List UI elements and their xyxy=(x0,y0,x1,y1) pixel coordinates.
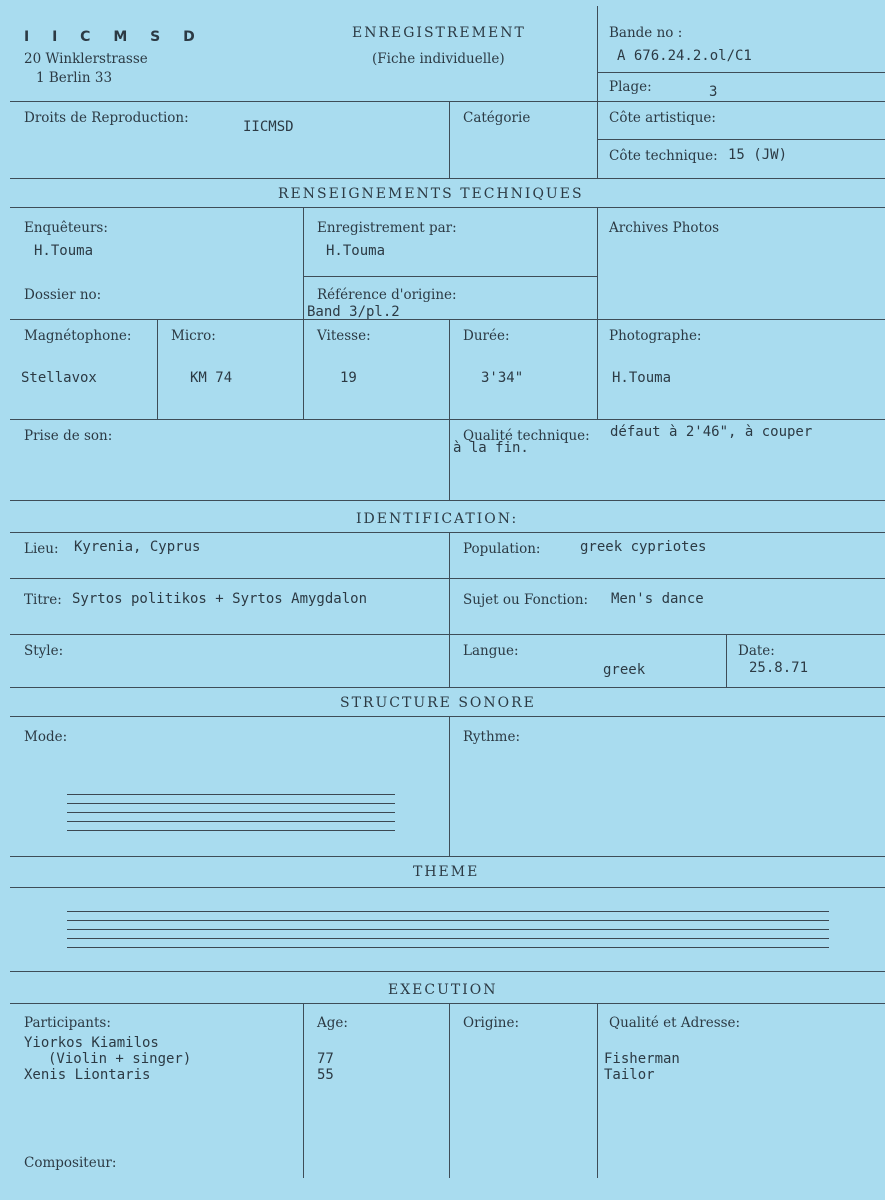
form-subtitle: (Fiche individuelle) xyxy=(372,51,505,67)
reference-value: Band 3/pl.2 xyxy=(307,304,400,320)
qualite-technique-value-2: à la fin. xyxy=(453,440,529,456)
rule-dossier-bottom xyxy=(10,319,885,320)
participant-note: (Violin + singer) xyxy=(48,1051,192,1067)
org-name: I I C M S D xyxy=(24,29,204,45)
org-address-line2: 1 Berlin 33 xyxy=(36,70,113,86)
titre-value: Syrtos politikos + Syrtos Amygdalon xyxy=(72,591,368,607)
rule-header-bottom xyxy=(10,101,885,102)
rule-lieu-bottom xyxy=(10,578,885,579)
rule-structure-bottom xyxy=(10,856,885,857)
prise-de-son-label: Prise de son: xyxy=(24,428,113,444)
vrule-tech-col1 xyxy=(303,207,304,419)
micro-value: KM 74 xyxy=(190,370,233,386)
langue-label: Langue: xyxy=(463,643,519,659)
rule-prise-bottom xyxy=(10,500,885,501)
bande-value: A 676.24.2.ol/C1 xyxy=(617,48,752,64)
micro-label: Micro: xyxy=(171,328,216,344)
lieu-label: Lieu: xyxy=(24,541,59,557)
vrule-micro xyxy=(157,319,158,419)
rule-tech-title xyxy=(10,207,885,208)
titre-label: Titre: xyxy=(24,592,62,608)
participants-label: Participants: xyxy=(24,1015,111,1031)
archives-photos-label: Archives Photos xyxy=(609,220,719,236)
photographe-label: Photographe: xyxy=(609,328,702,344)
enqueteurs-value: H.Touma xyxy=(34,243,94,259)
langue-value: greek xyxy=(603,662,646,678)
bande-label: Bande no : xyxy=(609,25,683,41)
droits-value: IICMSD xyxy=(243,119,294,135)
magnetophone-label: Magnétophone: xyxy=(24,328,132,344)
participant-age: 77 xyxy=(317,1051,334,1067)
photographe-value: H.Touma xyxy=(612,370,672,386)
vrule-exec-origine xyxy=(449,1003,450,1178)
rule-bande-plage xyxy=(597,72,885,73)
cote-technique-value: 15 (JW) xyxy=(728,147,788,163)
vitesse-value: 19 xyxy=(340,370,357,386)
section-technique-title: RENSEIGNEMENTS TECHNIQUES xyxy=(278,186,584,202)
vrule-ident-mid xyxy=(449,532,450,687)
age-label: Age: xyxy=(317,1015,348,1031)
rule-execution-title xyxy=(10,1003,885,1004)
vrule-duree xyxy=(449,319,450,500)
rule-enreg-ref xyxy=(303,276,597,277)
participant-age: 55 xyxy=(317,1067,334,1083)
form-title: ENREGISTREMENT xyxy=(352,25,526,41)
style-label: Style: xyxy=(24,643,64,659)
population-label: Population: xyxy=(463,541,541,557)
rule-rights-bottom xyxy=(10,178,885,179)
dossier-label: Dossier no: xyxy=(24,287,102,303)
section-structure-title: STRUCTURE SONORE xyxy=(340,695,536,711)
origine-label: Origine: xyxy=(463,1015,520,1031)
date-value: 25.8.71 xyxy=(749,660,809,676)
org-address-line1: 20 Winklerstrasse xyxy=(24,51,148,67)
enregistrement-par-value: H.Touma xyxy=(326,243,386,259)
vitesse-label: Vitesse: xyxy=(317,328,371,344)
sujet-value: Men's dance xyxy=(611,591,704,607)
mode-label: Mode: xyxy=(24,729,68,745)
section-execution-title: EXECUTION xyxy=(388,982,498,998)
participant-name: Xenis Liontaris xyxy=(24,1067,151,1083)
plage-value: 3 xyxy=(709,84,718,100)
population-value: greek cypriotes xyxy=(580,539,707,555)
section-theme-title: THEME xyxy=(413,864,480,880)
vrule-exec-age xyxy=(303,1003,304,1178)
date-label: Date: xyxy=(738,643,775,659)
vrule-date xyxy=(726,634,727,687)
vrule-structure-mid xyxy=(449,716,450,856)
vrule-categorie xyxy=(449,101,450,178)
qualite-technique-value-1: défaut à 2'46", à couper xyxy=(610,424,813,440)
rule-theme-bottom xyxy=(10,971,885,972)
enqueteurs-label: Enquêteurs: xyxy=(24,220,108,236)
participant-name: Yiorkos Kiamilos xyxy=(24,1035,159,1051)
vrule-exec-qualite xyxy=(597,1003,598,1178)
section-identification-title: IDENTIFICATION: xyxy=(356,511,519,527)
vrule-tech-col3 xyxy=(597,207,598,419)
rule-ident-title xyxy=(10,532,885,533)
magnetophone-value: Stellavox xyxy=(21,370,97,386)
qualite-adresse-label: Qualité et Adresse: xyxy=(609,1015,741,1031)
rule-titre-bottom xyxy=(10,634,885,635)
rule-style-bottom xyxy=(10,687,885,688)
categorie-label: Catégorie xyxy=(463,110,531,126)
compositeur-label: Compositeur: xyxy=(24,1155,117,1171)
plage-label: Plage: xyxy=(609,79,652,95)
sujet-label: Sujet ou Fonction: xyxy=(463,592,589,608)
rule-theme-title xyxy=(10,887,885,888)
participant-qualite: Fisherman xyxy=(604,1051,680,1067)
cote-artistique-label: Côte artistique: xyxy=(609,110,716,126)
cote-technique-label: Côte technique: xyxy=(609,148,718,164)
participant-qualite: Tailor xyxy=(604,1067,655,1083)
droits-label: Droits de Reproduction: xyxy=(24,110,189,126)
enregistrement-par-label: Enregistrement par: xyxy=(317,220,457,236)
reference-label: Référence d'origine: xyxy=(317,287,457,303)
rule-cote xyxy=(597,139,885,140)
duree-label: Durée: xyxy=(463,328,510,344)
vrule-header-right xyxy=(597,6,598,178)
lieu-value: Kyrenia, Cyprus xyxy=(74,539,201,555)
qualite-technique-label: Qualité technique: xyxy=(463,428,590,444)
rule-equipment-bottom xyxy=(10,419,885,420)
rythme-label: Rythme: xyxy=(463,729,521,745)
duree-value: 3'34" xyxy=(481,370,524,386)
rule-structure-title xyxy=(10,716,885,717)
